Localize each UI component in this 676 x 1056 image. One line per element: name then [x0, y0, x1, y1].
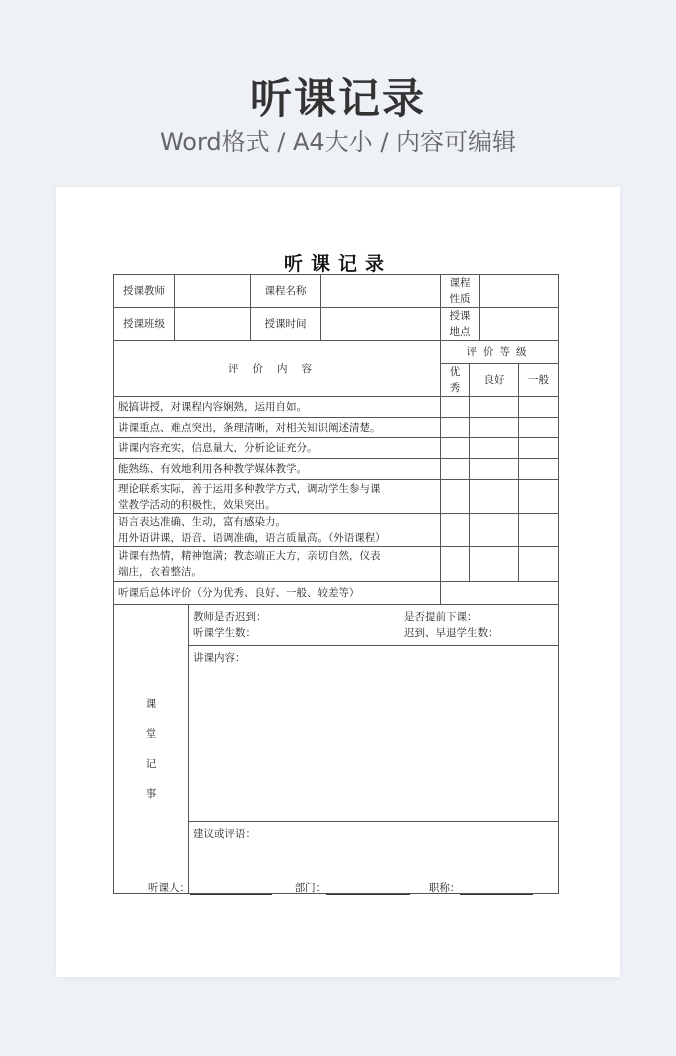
criterion-line: 讲课有热情，精神饱满；教态端正大方，亲切自然，仪表 [118, 550, 381, 562]
signature-line [148, 880, 533, 895]
grade-cell[interactable] [441, 459, 470, 480]
department-blank[interactable] [326, 882, 410, 895]
grade-cell[interactable] [470, 418, 519, 438]
criterion-text [114, 397, 441, 418]
criterion-line: 脱搞讲授，对课程内容娴熟，运用自如。 [118, 401, 307, 413]
listener-blank[interactable] [190, 882, 272, 895]
eval-content-header: 评价内容 [114, 341, 441, 397]
criteria-row [114, 480, 559, 514]
student-count-label: 听课学生数： [193, 627, 256, 639]
attendance-info[interactable] [189, 605, 559, 646]
course-name-label: 课程名称 [251, 275, 321, 308]
grade-cell[interactable] [519, 438, 559, 459]
criterion-text [114, 480, 441, 514]
grade-cell[interactable] [441, 480, 470, 514]
criterion-line: 语言表达准确、生动，富有感染力。 [118, 516, 286, 528]
criterion-text [114, 438, 441, 459]
late-students-label: 迟到、早退学生数： [404, 627, 499, 639]
criterion-line: 理论联系实际，善于运用多种教学方式，调动学生参与课 [118, 482, 381, 495]
eval-header-row [114, 341, 559, 364]
class-label: 授课班级 [114, 308, 175, 341]
grade-cell[interactable] [519, 547, 559, 582]
grade-cell[interactable] [441, 397, 470, 418]
overall-row [114, 582, 559, 605]
grade-cell[interactable] [470, 397, 519, 418]
grade-cell[interactable] [441, 514, 470, 547]
notes-label-char: 课 [145, 698, 157, 710]
notes-label-char: 记 [145, 758, 157, 770]
grade-cell[interactable] [519, 397, 559, 418]
title-blank[interactable] [460, 882, 533, 895]
criterion-line: 能熟练、有效地利用各种教学媒体教学。 [118, 463, 307, 475]
header-row-2 [114, 308, 559, 341]
notes-section-label [114, 605, 189, 894]
hero-title: 听课记录 [249, 74, 426, 123]
grade-cell[interactable] [470, 480, 519, 514]
criterion-line: 端庄，衣着整洁。 [118, 566, 202, 578]
teacher-field[interactable] [175, 275, 251, 308]
lecture-content-label: 讲课内容： [193, 652, 246, 664]
criterion-text [114, 514, 441, 547]
eval-grade-header: 评价等级 [441, 341, 559, 364]
location-field[interactable] [480, 308, 559, 341]
grade-cell[interactable] [470, 547, 519, 582]
time-field[interactable] [321, 308, 441, 341]
location-label: 授课地点 [441, 308, 480, 341]
class-field[interactable] [175, 308, 251, 341]
notes-label-char: 事 [145, 788, 157, 800]
criteria-row [114, 418, 559, 438]
evaluation-form-table [113, 274, 559, 894]
notes-info-row [114, 605, 559, 646]
grade-cell[interactable] [519, 459, 559, 480]
grade-average: 一般 [519, 364, 559, 397]
grade-good: 良好 [470, 364, 519, 397]
overall-field[interactable] [441, 582, 559, 605]
criterion-text [114, 418, 441, 438]
time-label: 授课时间 [251, 308, 321, 341]
attendance-line-1 [193, 609, 554, 625]
grade-cell[interactable] [519, 514, 559, 547]
overall-label: 听课后总体评价（分为优秀、良好、一般、较差等） [114, 582, 441, 605]
criteria-row [114, 547, 559, 582]
listener-label: 听课人： [148, 882, 190, 894]
suggestion-label: 建议或评语： [193, 828, 256, 840]
header-row-1 [114, 275, 559, 308]
criteria-row [114, 397, 559, 418]
early-leave-label: 是否提前下课： [404, 611, 478, 623]
criteria-row [114, 459, 559, 480]
course-type-label: 课程性质 [441, 275, 480, 308]
teacher-late-label: 教师是否迟到： [193, 611, 267, 623]
criteria-row [114, 438, 559, 459]
hero-subtitle: Word格式 / A4大小 / 内容可编辑 [159, 128, 517, 156]
criterion-line: 讲课内容充实，信息量大，分析论证充分。 [118, 442, 318, 454]
title-label: 职称： [428, 882, 461, 894]
criterion-line: 用外语讲课，语音、语调准确，语言质量高。（外语课程） [118, 532, 386, 544]
course-type-field[interactable] [480, 275, 559, 308]
attendance-line-2 [193, 625, 554, 641]
grade-cell[interactable] [470, 459, 519, 480]
department-label: 部门： [294, 882, 327, 894]
criterion-text [114, 459, 441, 480]
document-page [56, 187, 620, 977]
grade-cell[interactable] [519, 480, 559, 514]
grade-cell[interactable] [441, 547, 470, 582]
document-title: 听课记录 [283, 253, 392, 275]
grade-cell[interactable] [441, 438, 470, 459]
course-name-field[interactable] [321, 275, 441, 308]
grade-cell[interactable] [470, 514, 519, 547]
teacher-label: 授课教师 [114, 275, 175, 308]
criterion-line: 堂教学活动的积极性，效果突出。 [118, 498, 276, 511]
criteria-row [114, 514, 559, 547]
grade-excellent: 优秀 [441, 364, 470, 397]
notes-label-char: 堂 [145, 728, 157, 740]
grade-cell[interactable] [441, 418, 470, 438]
grade-cell[interactable] [470, 438, 519, 459]
lecture-content-field[interactable] [189, 646, 559, 822]
criterion-line: 讲课重点、难点突出，条理清晰，对相关知识阐述清楚。 [118, 421, 381, 434]
grade-cell[interactable] [519, 418, 559, 438]
criterion-text [114, 547, 441, 582]
